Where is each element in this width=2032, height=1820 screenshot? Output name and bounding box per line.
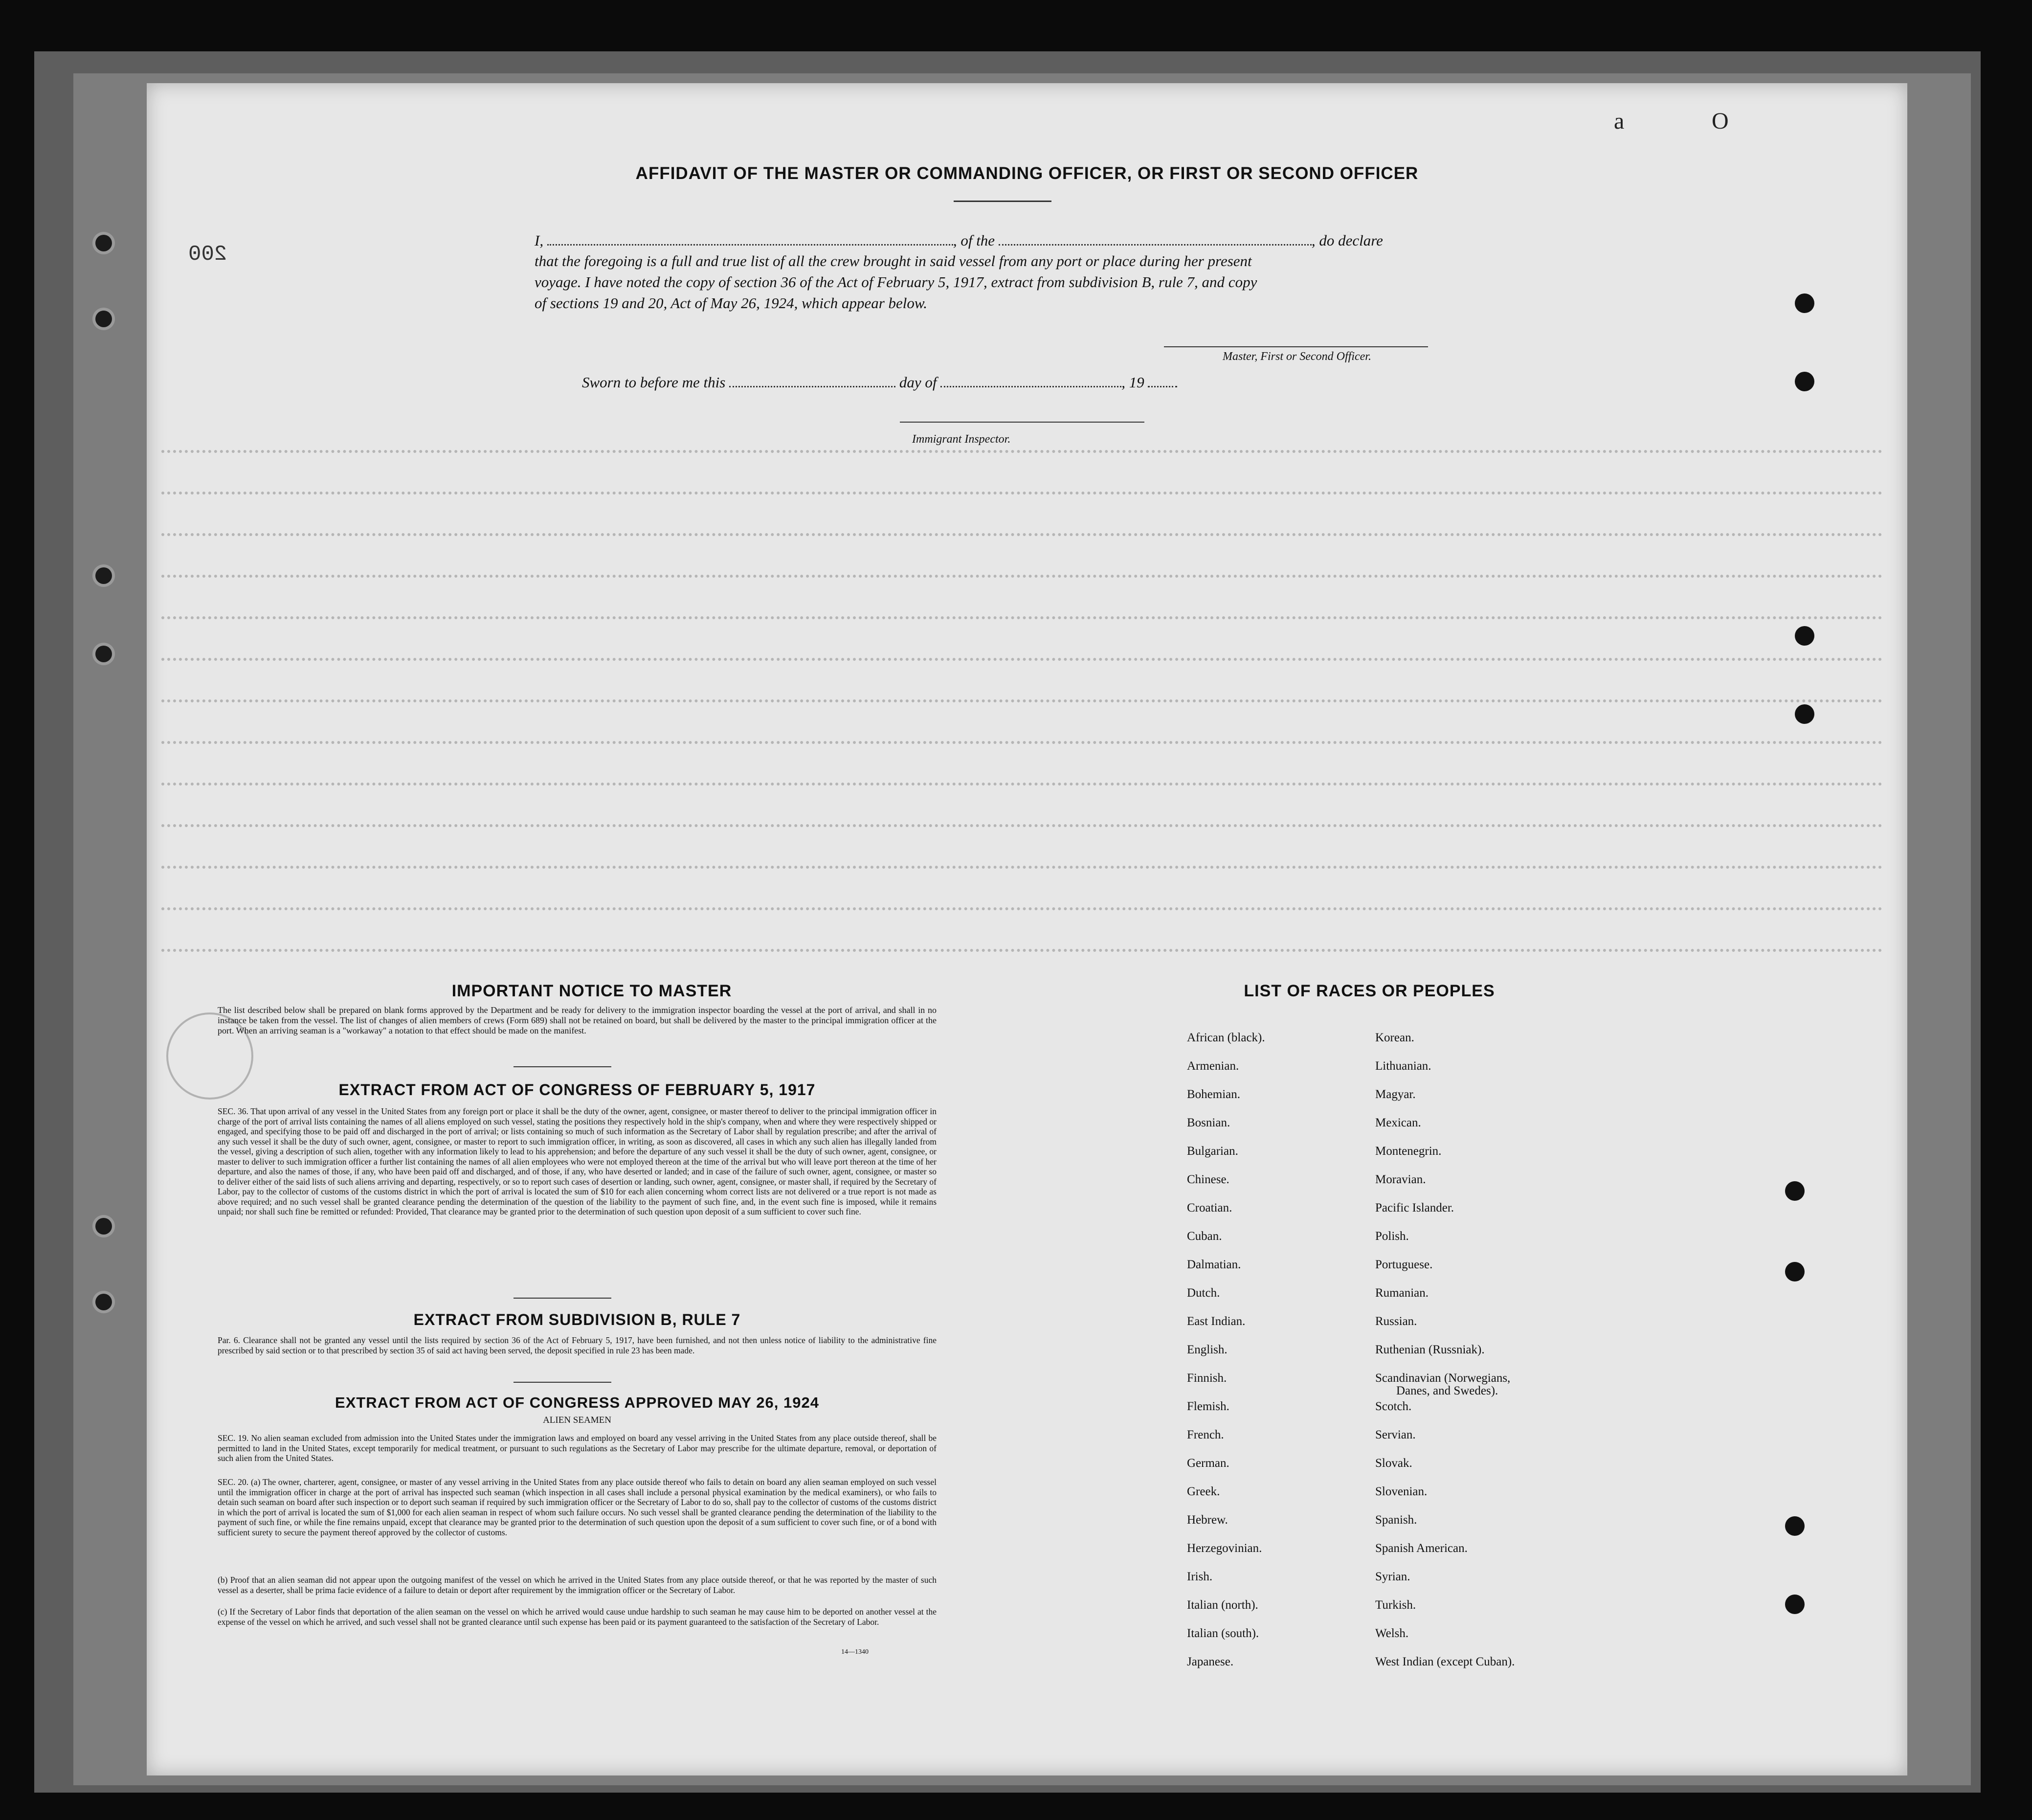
page-corner-mark: O xyxy=(1712,108,1729,134)
extract-rule7-body: Par. 6. Clearance shall not be granted any vessel until the lists required by section 36 of the Act of February 5, 1917, have been furnished, and not then unless notice of liability to the administrative fine prescribed by said section or to that prescribed by section 35 of said act having been served, the deposit specified in rule 23 has been made. xyxy=(218,1335,937,1355)
master-signature-line[interactable] xyxy=(1164,346,1428,347)
race-right-item: Mexican. xyxy=(1375,1116,1421,1129)
race-right-item: Lithuanian. xyxy=(1375,1059,1431,1073)
extract-1924-sec20b: (b) Proof that an alien seaman did not appear upon the outgoing manifest of the vessel on which he arrived in the United States from any place outside thereof, or that he was reported by the master of such vessel as a deserter, shall be prima facie evidence of a failure to detain or deport after requirement by the immigration officer or the Secretary of Labor. xyxy=(218,1575,937,1595)
race-left-item: Hebrew. xyxy=(1187,1513,1228,1527)
races-title: LIST OF RACES OR PEOPLES xyxy=(1244,982,1495,1000)
race-left-item: Armenian. xyxy=(1187,1059,1239,1073)
notice-body: The list described below shall be prepared on blank forms approved by the Department and be ready for delivery to the immigration inspector boarding the vessel at the port of arrival, and shall in no instance be taken from the vessel. The list of changes of alien members of crews (Form 689) shall not be retained on board, but shall be delivered by the master to the principal immigration officer at the port. When an arriving seaman is a "workaway" a notation to that effect should be made on the manifest. xyxy=(218,1005,937,1035)
affidavit-title: AFFIDAVIT OF THE MASTER OR COMMANDING OFFICER, OR FIRST OR SECOND OFFICER xyxy=(635,164,1419,183)
extract-1924-subtitle: ALIEN SEAMEN xyxy=(543,1415,611,1425)
sworn-prefix: Sworn to before me this xyxy=(582,374,726,391)
race-left-item: Italian (south). xyxy=(1187,1627,1259,1640)
sworn-year: , 19 xyxy=(1121,374,1144,391)
race-left-item: French. xyxy=(1187,1428,1224,1441)
affidavit-declare: , do declare xyxy=(1311,232,1383,249)
extract-rule7-title: EXTRACT FROM SUBDIVISION B, RULE 7 xyxy=(413,1311,741,1328)
race-right-item: Turkish. xyxy=(1375,1598,1416,1612)
form-number: 14—1340 xyxy=(841,1648,869,1656)
affidavit-i: I, xyxy=(535,232,544,249)
extract-1924-title: EXTRACT FROM ACT OF CONGRESS APPROVED MAY 26, 1924 xyxy=(335,1394,819,1411)
race-left-item: German. xyxy=(1187,1457,1229,1470)
race-left-item: Cuban. xyxy=(1187,1230,1222,1243)
race-right-item: Moravian. xyxy=(1375,1173,1426,1186)
race-left-item: Bulgarian. xyxy=(1187,1145,1238,1158)
name-blank[interactable] xyxy=(547,244,953,246)
race-left-item: African (black). xyxy=(1187,1031,1265,1044)
race-right-item: Spanish. xyxy=(1375,1513,1417,1527)
race-right-item: Portuguese. xyxy=(1375,1258,1433,1271)
race-right-item: Montenegrin. xyxy=(1375,1145,1442,1158)
affidavit-line-1 xyxy=(535,230,1478,251)
race-left-item: Herzegovinian. xyxy=(1187,1542,1262,1555)
race-left-item: East Indian. xyxy=(1187,1315,1246,1328)
sworn-line xyxy=(582,372,1316,393)
inspector-signature-line[interactable] xyxy=(900,422,1144,423)
notice-title: IMPORTANT NOTICE TO MASTER xyxy=(451,982,732,1000)
race-left-item: Japanese. xyxy=(1187,1655,1234,1668)
divider xyxy=(514,1066,611,1067)
race-left-item: Greek. xyxy=(1187,1485,1220,1498)
race-left-item: Irish. xyxy=(1187,1570,1213,1583)
race-left-item: Dalmatian. xyxy=(1187,1258,1241,1271)
extract-1924-sec19: SEC. 19. No alien seaman excluded from admission into the United States under the immigration laws and employed on board any vessel arriving in the United States from any place outside thereof, shall be permitted to land in the United States, except temporarily for medical treatment, or pursuant to such regulations as the Secretary of Labor may prescribe for the ultimate departure, removal, or deportation of such alien from the United States. xyxy=(218,1433,937,1463)
vessel-blank[interactable] xyxy=(999,244,1312,246)
sworn-year-blank[interactable] xyxy=(1148,386,1177,387)
binder-hole xyxy=(95,311,112,327)
race-right-item: Spanish American. xyxy=(1375,1542,1468,1555)
binder-hole xyxy=(95,1294,112,1310)
binder-hole xyxy=(95,1218,112,1235)
extract-1924-sec20c: (c) If the Secretary of Labor finds that deportation of the alien seaman on the vessel on which he arrived would cause undue hardship to such seaman he may cause him to be deported on another vessel at the expense of the vessel on which he arrived, and such vessel shall not be granted clearance until such expense has been paid or its payment guaranteed to the satisfaction of the Secretary of Labor. xyxy=(218,1607,937,1627)
race-left-item: Bosnian. xyxy=(1187,1116,1230,1129)
binder-hole xyxy=(95,567,112,584)
sworn-day: day of xyxy=(899,374,937,391)
inspector-caption: Immigrant Inspector. xyxy=(912,433,1011,446)
race-right-item: Scandinavian (Norwegians, xyxy=(1375,1371,1511,1385)
race-left-item: Croatian. xyxy=(1187,1201,1232,1214)
race-right-item: Polish. xyxy=(1375,1230,1409,1243)
race-left-item: Flemish. xyxy=(1187,1400,1229,1413)
extract-1924-sec20a: SEC. 20. (a) The owner, charterer, agent, consignee, or master of any vessel arriving in the United States from any place outside thereof who fails to detain on board any alien seaman employed on such vessel until the immigration officer in charge at the port of arrival has inspected such seaman (which inspection in all cases shall include a personal physical examination by the medical examiners), or who fails to detain such seaman on board after such inspection or to deport such seaman if required by such immigration officer or the Secretary of Labor to do so, shall pay to the collector of customs of the customs district in which the port of arrival is located the sum of $1,000 for each alien seaman in respect of whom such failure occurs. No such vessel shall be granted clearance pending the determination of the liability to the payment of such fine, or while the fine remains unpaid, except that clearance may be granted prior to the determination of such question upon the deposit of a sum sufficient to cover such fine, or of a bond with sufficient surety to secure the payment thereof approved by the collector of customs. xyxy=(218,1477,937,1537)
race-left-item: English. xyxy=(1187,1343,1228,1356)
race-right-item: Slovak. xyxy=(1375,1457,1412,1470)
race-right-item: Russian. xyxy=(1375,1315,1417,1328)
divider xyxy=(514,1382,611,1383)
binder-hole xyxy=(95,235,112,251)
stamp-number: 200 xyxy=(188,242,227,267)
race-left-item: Chinese. xyxy=(1187,1173,1229,1186)
race-left-item: Finnish. xyxy=(1187,1371,1227,1385)
race-right-item: Servian. xyxy=(1375,1428,1416,1441)
sworn-day-blank[interactable] xyxy=(729,386,895,387)
divider xyxy=(514,1298,611,1299)
race-left-item: Bohemian. xyxy=(1187,1088,1241,1101)
punch-hole xyxy=(1795,372,1814,391)
race-right-item: Scotch. xyxy=(1375,1400,1412,1413)
race-right-item: Welsh. xyxy=(1375,1627,1409,1640)
race-left-item: Italian (north). xyxy=(1187,1598,1258,1612)
binder-hole xyxy=(95,646,112,662)
race-right-item: Ruthenian (Russniak). xyxy=(1375,1343,1485,1356)
affidavit-of-the: , of the xyxy=(953,232,995,249)
race-right-item: Syrian. xyxy=(1375,1570,1410,1583)
affidavit-line-2: that the foregoing is a full and true list of all the crew brought in said vessel from any port or place during her present xyxy=(535,252,1252,270)
affidavit-line-3: voyage. I have noted the copy of section 36 of the Act of February 5, 1917, extract from subdivision B, rule 7, and copy xyxy=(535,273,1257,291)
page-corner-mark: a xyxy=(1614,108,1625,134)
affidavit-line-4: of sections 19 and 20, Act of May 26, 1924, which appear below. xyxy=(535,294,928,312)
sworn-month-blank[interactable] xyxy=(940,386,1121,387)
extract-1917-body: SEC. 36. That upon arrival of any vessel in the United States from any foreign port or place it shall be the duty of the owner, agent, consignee, or master thereof to deliver to the principal immigration officer in charge of the port of arrival lists containing the names of all aliens employed on such vessel, stating the positions they respectively hold in the ship's company, when and where they were respectively shipped or engaged, and specifying those to be paid off and discharged in the port of arrival; or lists containing so much of such information as the Secretary of Labor shall by regulation prescribe; and after the arrival of any such vessel it shall be the duty of such owner, agent, consignee, or master to report to such immigration officer, in writing, as soon as discovered, all cases in which any such alien has illegally landed from the vessel, giving a description of such alien, together with any information likely to lead to his apprehension; and before the departure of any such vessel it shall be the duty of such owner, agent, consignee, or master to deliver to such immigration officer a further list containing the names of all alien employees who were not employed thereon at the time of the arrival but who will leave port thereon at the time of her departure, and also the names of those, if any, who have been paid off and discharged, and of those, if any, who have deserted or landed; and in case of the failure of such owner, agent, consignee, or master so to deliver either of the said lists of such aliens arriving and departing, respectively, or so to report such cases of desertion or landing, such owner, agent, consignee, or master shall, if required by the Secretary of Labor, pay to the collector of customs of the customs district in which the port of arrival is located the sum of $10 for each alien concerning whom correct lists are not delivered or a true report is not made as above required; and no such vessel shall be granted clearance pending the determination of the question of the liability to the payment of such fine, and, in the event such fine is imposed, while it remains unpaid; nor shall such fine be remitted or refunded: Provided, That clearance may be granted prior to the determination of such question upon deposit of a sum sufficient to cover such fine. xyxy=(218,1106,937,1216)
master-caption: Master, First or Second Officer. xyxy=(1223,350,1371,363)
race-right-item: Pacific Islander. xyxy=(1375,1201,1454,1214)
race-right-item: Magyar. xyxy=(1375,1088,1416,1101)
race-right-item-continued: Danes, and Swedes). xyxy=(1396,1384,1498,1397)
race-right-item: Rumanian. xyxy=(1375,1286,1429,1300)
race-left-item: Dutch. xyxy=(1187,1286,1220,1300)
race-right-item: Korean. xyxy=(1375,1031,1414,1044)
punch-hole xyxy=(1795,293,1814,313)
race-right-item: West Indian (except Cuban). xyxy=(1375,1655,1515,1668)
race-right-item: Slovenian. xyxy=(1375,1485,1428,1498)
extract-1917-title: EXTRACT FROM ACT OF CONGRESS OF FEBRUARY 5, 1917 xyxy=(338,1081,816,1099)
divider xyxy=(954,201,1051,202)
